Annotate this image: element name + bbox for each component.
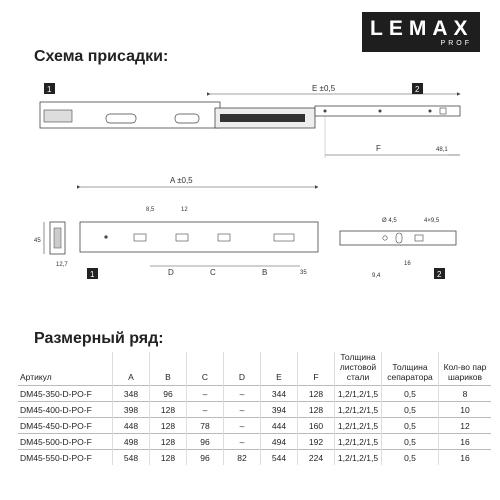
seg-D: D: [168, 268, 174, 277]
cell-article: DM45-550-D-PO-F: [18, 450, 113, 466]
table-cell: 128: [298, 386, 335, 402]
table-row: [18, 418, 491, 434]
th-F: F: [298, 352, 335, 386]
table-header-row: [18, 352, 491, 386]
th-A: A: [113, 352, 150, 386]
table-row: [18, 386, 491, 402]
brand-name: LEMAX: [370, 17, 474, 40]
th-separator: Толщина сепаратора: [382, 352, 439, 386]
table-cell: 96: [187, 450, 224, 466]
cabinet-mount-view: [340, 231, 456, 245]
table-row: [18, 434, 491, 450]
cell-article: DM45-500-D-PO-F: [18, 434, 113, 450]
table-cell: 1,2/1,2/1,5: [335, 418, 382, 434]
badge-1-top: 1: [47, 85, 52, 94]
table-cell: 128: [150, 434, 187, 450]
cell-article: DM45-350-D-PO-F: [18, 386, 113, 402]
brand-sub: PROF: [440, 40, 472, 47]
dim-8-5: 8,5: [146, 207, 155, 213]
seg-C: C: [210, 268, 216, 277]
table-cell: 344: [261, 386, 298, 402]
table-cell: 192: [298, 434, 335, 450]
dim-d4-5: Ø 4,5: [382, 218, 397, 224]
size-table: [18, 352, 491, 465]
badge-2-bottom: 2: [437, 270, 442, 279]
table-cell: 0,5: [382, 434, 439, 450]
table-row: [18, 450, 491, 466]
dim-45: 45: [34, 238, 41, 244]
table-cell: 128: [150, 450, 187, 466]
rail-section-view: [50, 222, 65, 254]
dim-A-label: A ±0,5: [170, 176, 193, 185]
dim-35: 35: [300, 270, 307, 276]
dim-E-label: E ±0,5: [312, 84, 336, 93]
brand-logo: [362, 12, 480, 52]
table-cell: 8: [439, 386, 492, 402]
table-cell: 498: [113, 434, 150, 450]
section-title-drilling: Схема присадки:: [34, 48, 169, 65]
table-cell: –: [224, 386, 261, 402]
th-D: D: [224, 352, 261, 386]
table-cell: –: [224, 418, 261, 434]
table-cell: 1,2/1,2/1,5: [335, 434, 382, 450]
table-cell: 16: [439, 450, 492, 466]
table-cell: 348: [113, 386, 150, 402]
table-cell: 128: [150, 402, 187, 418]
table-cell: 1,2/1,2/1,5: [335, 386, 382, 402]
table-cell: 128: [298, 402, 335, 418]
table-row: [18, 402, 491, 418]
rail-side-view: [80, 222, 318, 252]
table-cell: 0,5: [382, 386, 439, 402]
badge-2-top: 2: [415, 85, 420, 94]
th-rail-thickness: Толщина листовой стали: [335, 352, 382, 386]
table-cell: 128: [150, 418, 187, 434]
th-E: E: [261, 352, 298, 386]
table-cell: 398: [113, 402, 150, 418]
dim-12: 12: [181, 207, 188, 213]
table-cell: 1,2/1,2/1,5: [335, 402, 382, 418]
table-cell: 96: [150, 386, 187, 402]
table-cell: 394: [261, 402, 298, 418]
table-cell: 16: [439, 434, 492, 450]
table-cell: –: [224, 402, 261, 418]
dim-12-7: 12,7: [56, 262, 68, 268]
table-cell: 82: [224, 450, 261, 466]
seg-B: B: [262, 268, 268, 277]
table-cell: 0,5: [382, 418, 439, 434]
cell-article: DM45-400-D-PO-F: [18, 402, 113, 418]
table-cell: –: [187, 402, 224, 418]
th-C: C: [187, 352, 224, 386]
th-balls: Кол-во пар шариков: [439, 352, 492, 386]
th-B: B: [150, 352, 187, 386]
slide-extended-drawing: [40, 102, 460, 128]
table-cell: 448: [113, 418, 150, 434]
table-cell: 444: [261, 418, 298, 434]
dim-48-1: 48,1: [436, 147, 448, 153]
table-cell: –: [187, 386, 224, 402]
table-cell: 0,5: [382, 402, 439, 418]
table-cell: 544: [261, 450, 298, 466]
dim-9-4: 9,4: [372, 273, 381, 279]
table-cell: 10: [439, 402, 492, 418]
table-cell: 12: [439, 418, 492, 434]
badge-1-bottom: 1: [90, 270, 95, 279]
dim-16: 16: [404, 261, 411, 267]
table-cell: 494: [261, 434, 298, 450]
table-cell: 1,2/1,2/1,5: [335, 450, 382, 466]
dim-F-label: F: [376, 144, 381, 153]
table-cell: 160: [298, 418, 335, 434]
table-cell: 78: [187, 418, 224, 434]
table-cell: 0,5: [382, 450, 439, 466]
th-article: Артикул: [20, 372, 52, 382]
cell-article: DM45-450-D-PO-F: [18, 418, 113, 434]
table-cell: 224: [298, 450, 335, 466]
table-cell: –: [224, 434, 261, 450]
table-cell: 548: [113, 450, 150, 466]
drilling-diagram: [0, 70, 500, 292]
dim-4x9-5: 4×9,5: [424, 218, 440, 224]
table-cell: 96: [187, 434, 224, 450]
section-title-sizes: Размерный ряд:: [34, 330, 164, 347]
